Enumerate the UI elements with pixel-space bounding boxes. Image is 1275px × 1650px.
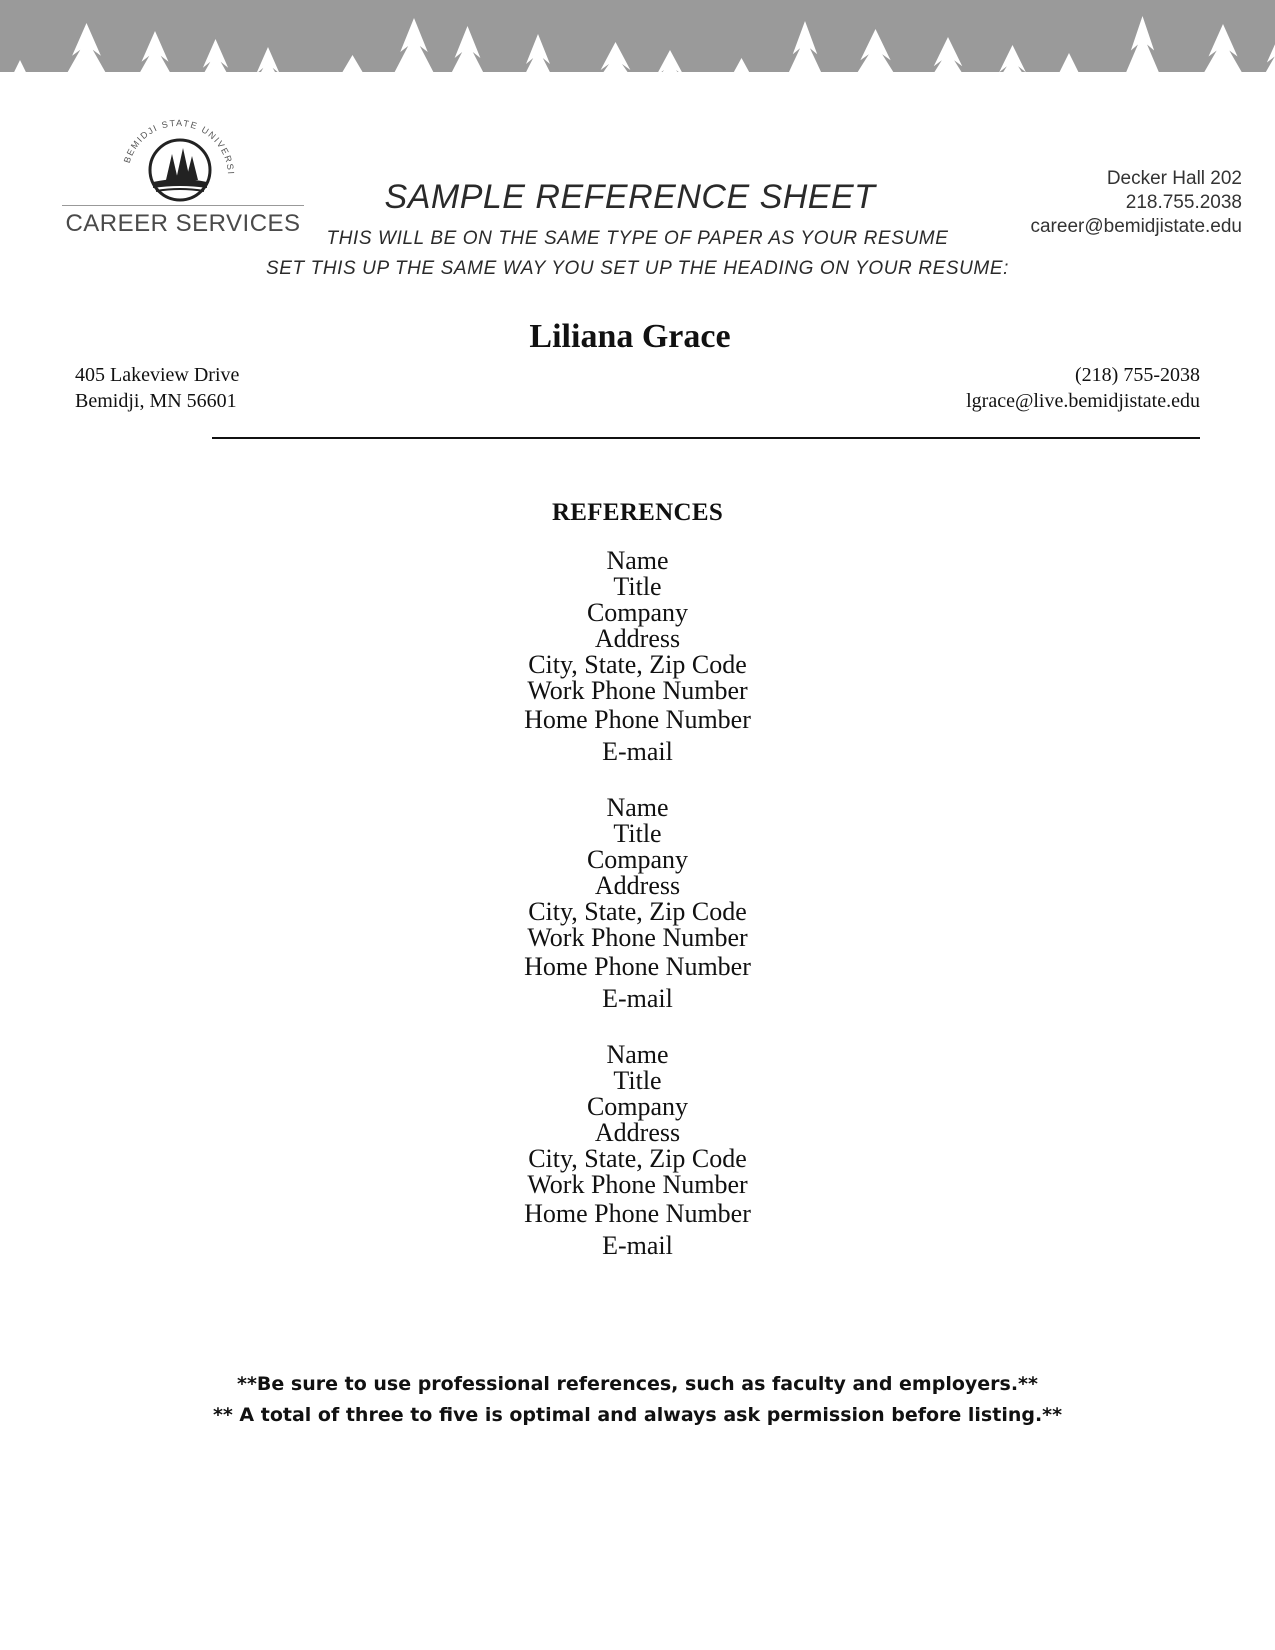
ref-title: Title [613,1066,662,1095]
applicant-email: lgrace@live.bemidjistate.edu [966,390,1200,412]
ref-company: Company [586,1092,689,1121]
applicant-street: 405 Lakeview Drive [75,364,240,386]
applicant-city: Bemidji, MN 56601 [75,390,237,412]
logo-text: CAREER SERVICES [65,210,301,237]
office-contact [1030,167,1242,239]
header-subtitle-1: THIS WILL BE ON THE SAME TYPE OF PAPER AS YOUR RESUME [326,228,949,249]
page-title: SAMPLE REFERENCE SHEET [384,178,876,216]
heading-divider [212,437,1200,439]
ref-email: E-mail [602,1231,673,1260]
reference-entry-2 [0,795,1275,1012]
ref-title: Title [613,572,662,601]
applicant-name: Liliana Grace [529,318,731,355]
reference-entry-1 [0,548,1275,765]
ref-city: City, State, Zip Code [528,897,747,926]
references-title: REFERENCES [551,499,724,526]
ref-email: E-mail [602,984,673,1013]
university-seal-icon [58,118,308,208]
ref-name: Name [606,546,669,575]
office-phone: 218.755.2038 [1125,192,1242,213]
ref-work-phone: Work Phone Number [527,676,748,705]
ref-address: Address [594,871,681,900]
ref-name: Name [606,793,669,822]
ref-city: City, State, Zip Code [528,1144,747,1173]
note-professional-references: **Be sure to use professional references, such as faculty and employers.** [237,1373,1038,1395]
office-email: career@bemidjistate.edu [1030,216,1242,237]
note-reference-count: ** A total of three to five is optimal and always ask permission before listing.** [212,1404,1063,1426]
ref-email: E-mail [602,737,673,766]
office-location: Decker Hall 202 [1106,168,1242,189]
ref-home-phone: Home Phone Number [524,952,751,981]
ref-company: Company [586,598,689,627]
ref-company: Company [586,845,689,874]
reference-entry-3 [0,1042,1275,1259]
ref-name: Name [606,1040,669,1069]
ref-city: City, State, Zip Code [528,650,747,679]
ref-address: Address [594,624,681,653]
ref-title: Title [613,819,662,848]
ref-work-phone: Work Phone Number [527,923,748,952]
ref-home-phone: Home Phone Number [524,705,751,734]
applicant-phone: (218) 755-2038 [1075,364,1200,386]
applicant-address [75,362,239,414]
ref-home-phone: Home Phone Number [524,1199,751,1228]
logo-arc-text: BEMIDJI STATE UNIVERSI [121,118,237,176]
ref-work-phone: Work Phone Number [527,1170,748,1199]
header-subtitle-2: SET THIS UP THE SAME WAY YOU SET UP THE HEADING ON YOUR RESUME: [265,258,1010,279]
ref-address: Address [594,1118,681,1147]
applicant-contact [966,362,1200,414]
logo-divider [62,205,304,206]
